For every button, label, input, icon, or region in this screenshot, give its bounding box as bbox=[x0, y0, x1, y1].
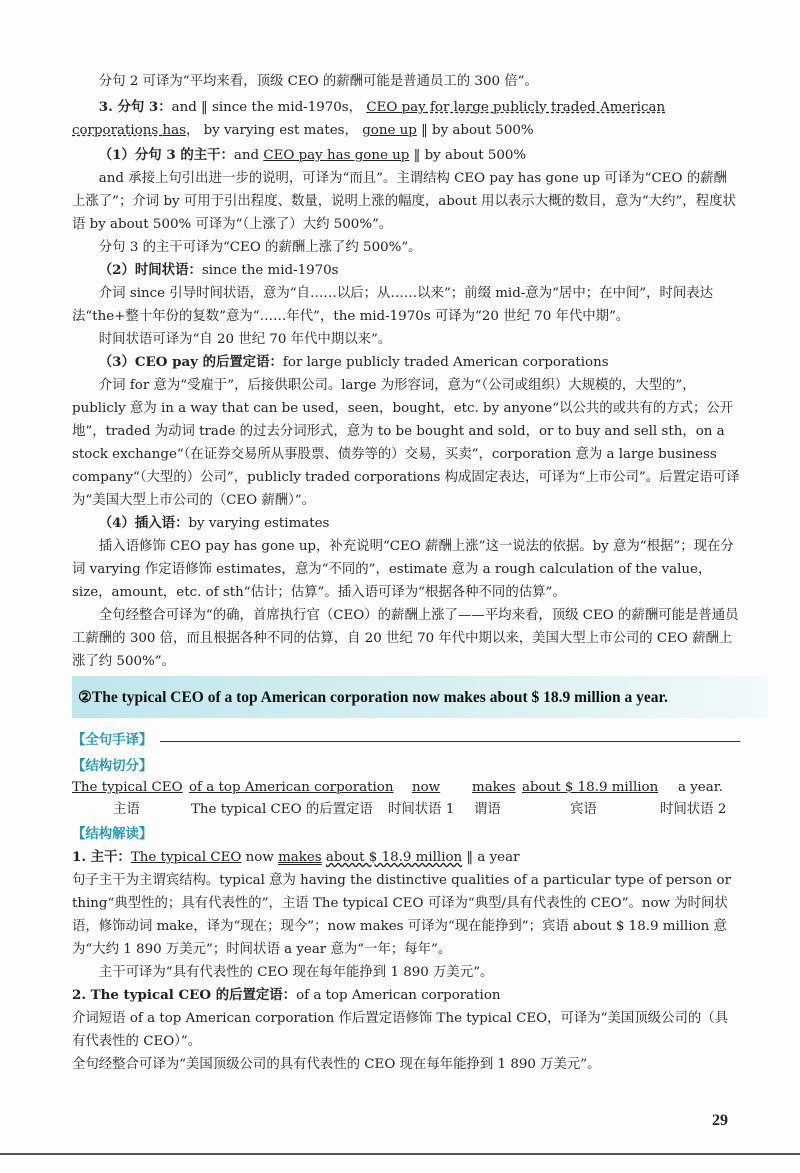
heading-label: （3）CEO pay 的后置定语： bbox=[98, 354, 283, 370]
paragraph: 时间状语可译为“自 20 世纪 70 年代中期以来”。 bbox=[98, 332, 392, 347]
bottom-rule bbox=[0, 1153, 800, 1155]
trunk-a: and bbox=[233, 148, 264, 163]
clause-3-part-g: ‖ by about 500% bbox=[416, 123, 534, 138]
trunk-object: about $ 18.9 million bbox=[325, 850, 463, 865]
paragraph: 分句 3 的主干可译为“CEO 的薪酬上涨了约 500%”。 bbox=[98, 240, 422, 255]
paragraph: 句子主干为主谓宾结构。typical 意为 having the distinctive qualities of a particular type of person or thing“典型性的；具有代表性的”，主语 The typical CEO 可译为“典型/具有代表性的 CEO”。now 为时间状语，修饰动词 make，译为“现在；现今”；now makes 可译为“现在能挣到”；宾语 about $ 18.9 million 意为“大约 1 890 万美元”；时间状语 a year 意为“一年；每年”。 bbox=[72, 873, 731, 957]
segment-text: now bbox=[412, 780, 441, 795]
heading-label: （1）分句 3 的主干： bbox=[98, 147, 234, 163]
clause-3-verb-2: gone up bbox=[362, 123, 417, 138]
clause-3-subject: CEO pay bbox=[366, 100, 426, 115]
clause-3-part-e: ， by varying est mates， bbox=[185, 123, 363, 138]
tag-segment: 【结构切分】 bbox=[72, 758, 153, 774]
paragraph: 全句经整合可译为“的确，首席执行官（CEO）的薪酬上涨了——平均来看，顶级 CEO 的薪酬可能是普通员工薪酬的 300 倍，而且根据各种不同的估算，自 20 世纪 70 年代中期以来，美国大型上市公司的 CEO 薪酬上涨了约 500%”。 bbox=[72, 608, 739, 669]
paragraph: 介词短语 of a top American corporation 作后置定语修饰 The typical CEO，可译为“美国顶级公司的（具有代表性的 CEO）”。 bbox=[72, 1011, 729, 1049]
paragraph: 分句 2 可译为“平均来看，顶级 CEO 的薪酬可能是普通员工的 300 倍”。 bbox=[98, 74, 538, 89]
heading-text: by varying estimates bbox=[188, 516, 330, 531]
segment-role: 主语 bbox=[113, 802, 140, 817]
example-sentence: ②The typical CEO of a top American corporation now makes about $ 18.9 million a year. bbox=[78, 688, 668, 706]
heading-time-adverbial bbox=[72, 259, 740, 282]
segment-text: a year. bbox=[678, 780, 723, 795]
heading-text: since the mid-1970s bbox=[201, 263, 339, 278]
heading-parenthesis bbox=[72, 512, 740, 535]
analysis-attribute-heading bbox=[72, 984, 740, 1007]
heading-label: （4）插入语： bbox=[98, 515, 189, 531]
segment-role: 谓语 bbox=[474, 802, 501, 817]
analysis-trunk-heading bbox=[72, 846, 740, 869]
clause-3-part-a: and ‖ since the mid-1970s， bbox=[171, 100, 367, 115]
paragraph: and 承接上句引出进一步的说明，可译为“而且”。主谓结构 CEO pay has gone up 可译为“CEO 的薪酬上涨了”；介词 by 可用于引出程度、数量，说明上涨的幅度，about 用以表示大概的数目，意为“大约”，程度状语 by about 500% 可译为“（上涨了）大约 500%”。 bbox=[72, 171, 736, 232]
trunk-verb: makes bbox=[278, 850, 322, 865]
segment-text: makes bbox=[472, 780, 516, 795]
paragraph: 介词 for 意为“受雇于”，后接供职公司。large 为形容词，意为“（公司或组织）大规模的，大型的”，publicly 意为 in a way that can be used，seen，bought，etc. by anyone“以公共的或共有的方式；公开地”，traded 为动词 trade 的过去分词形式，意为 to be bought and sold，or to buy and sell sth，on a stock exchange“（在证券交易所从事股票、债券等的）交易，买卖”，corporation 意为 a large business company“（大型的）公司”，publicly traded corporations 构成固定表达，可译为“上市公司”。后置定语可译为“美国大型上市公司的（CEO 薪酬）”。 bbox=[72, 378, 740, 508]
heading-label: 1. 主干： bbox=[72, 849, 131, 865]
trunk-verb: has gone up bbox=[322, 148, 410, 163]
clause-3-attribute: for large publicly traded American corporations bbox=[72, 100, 666, 138]
page-number: 29 bbox=[712, 1112, 728, 1129]
clause-3-label: 3. 分句 3： bbox=[98, 99, 172, 115]
paragraph: 介词 since 引导时间状语，意为“自……以后；从……以来”；前缀 mid-意为“居中；在中间”，时间表达法“the+整十年份的复数”意为“……年代”，the mid-1970s 可译为“20 世纪 70 年代中期”。 bbox=[72, 286, 714, 324]
tag-translate: 【全句手译】 bbox=[72, 732, 153, 748]
paragraph: 插入语修饰 CEO pay has gone up，补充说明“CEO 薪酬上涨”这一说法的依据。by 意为“根据”；现在分词 varying 作定语修饰 estimates，意为“不同的”，estimate 意为 a rough calculation of the value，size，amount，etc. of sth“估计；估算”。插入语可译为“根据各种不同的估算”。 bbox=[72, 539, 734, 600]
segment-text: The typical CEO bbox=[72, 780, 183, 795]
trunk-d: ‖ by about 500% bbox=[409, 148, 527, 163]
heading-text: for large publicly traded American corporations bbox=[282, 355, 609, 370]
paragraph: 主干可译为“具有代表性的 CEO 现在每年能挣到 1 890 万美元”。 bbox=[98, 965, 494, 980]
segment-role: 时间状语 1 bbox=[388, 802, 455, 817]
tag-analysis: 【结构解读】 bbox=[72, 826, 153, 842]
trunk-time: now bbox=[241, 850, 279, 865]
example-sentence-banner bbox=[72, 676, 768, 718]
heading-label: 2. The typical CEO 的后置定语： bbox=[72, 987, 297, 1003]
heading-label: （2）时间状语： bbox=[98, 262, 202, 278]
heading-trunk bbox=[72, 144, 740, 167]
segment-text: about $ 18.9 million bbox=[522, 780, 659, 795]
segment-role: 宾语 bbox=[570, 802, 597, 817]
clause-3-sentence bbox=[72, 96, 740, 142]
segment-role: The typical CEO 的后置定语 bbox=[191, 802, 373, 817]
heading-post-attribute bbox=[72, 351, 740, 374]
segment-text: of a top American corporation bbox=[189, 780, 394, 795]
segment-role: 时间状语 2 bbox=[660, 802, 727, 817]
clause-3-verb-1: has bbox=[162, 123, 186, 138]
heading-text: of a top American corporation bbox=[296, 988, 501, 1003]
translation-blank-line[interactable] bbox=[160, 741, 740, 742]
paragraph: 全句经整合可译为“美国顶级公司的具有代表性的 CEO 现在每年能挣到 1 890 万美元”。 bbox=[72, 1057, 601, 1072]
trunk-subject: CEO pay bbox=[263, 148, 323, 163]
trunk-time-2: ‖ a year bbox=[462, 850, 520, 865]
trunk-subject: The typical CEO bbox=[130, 850, 242, 865]
